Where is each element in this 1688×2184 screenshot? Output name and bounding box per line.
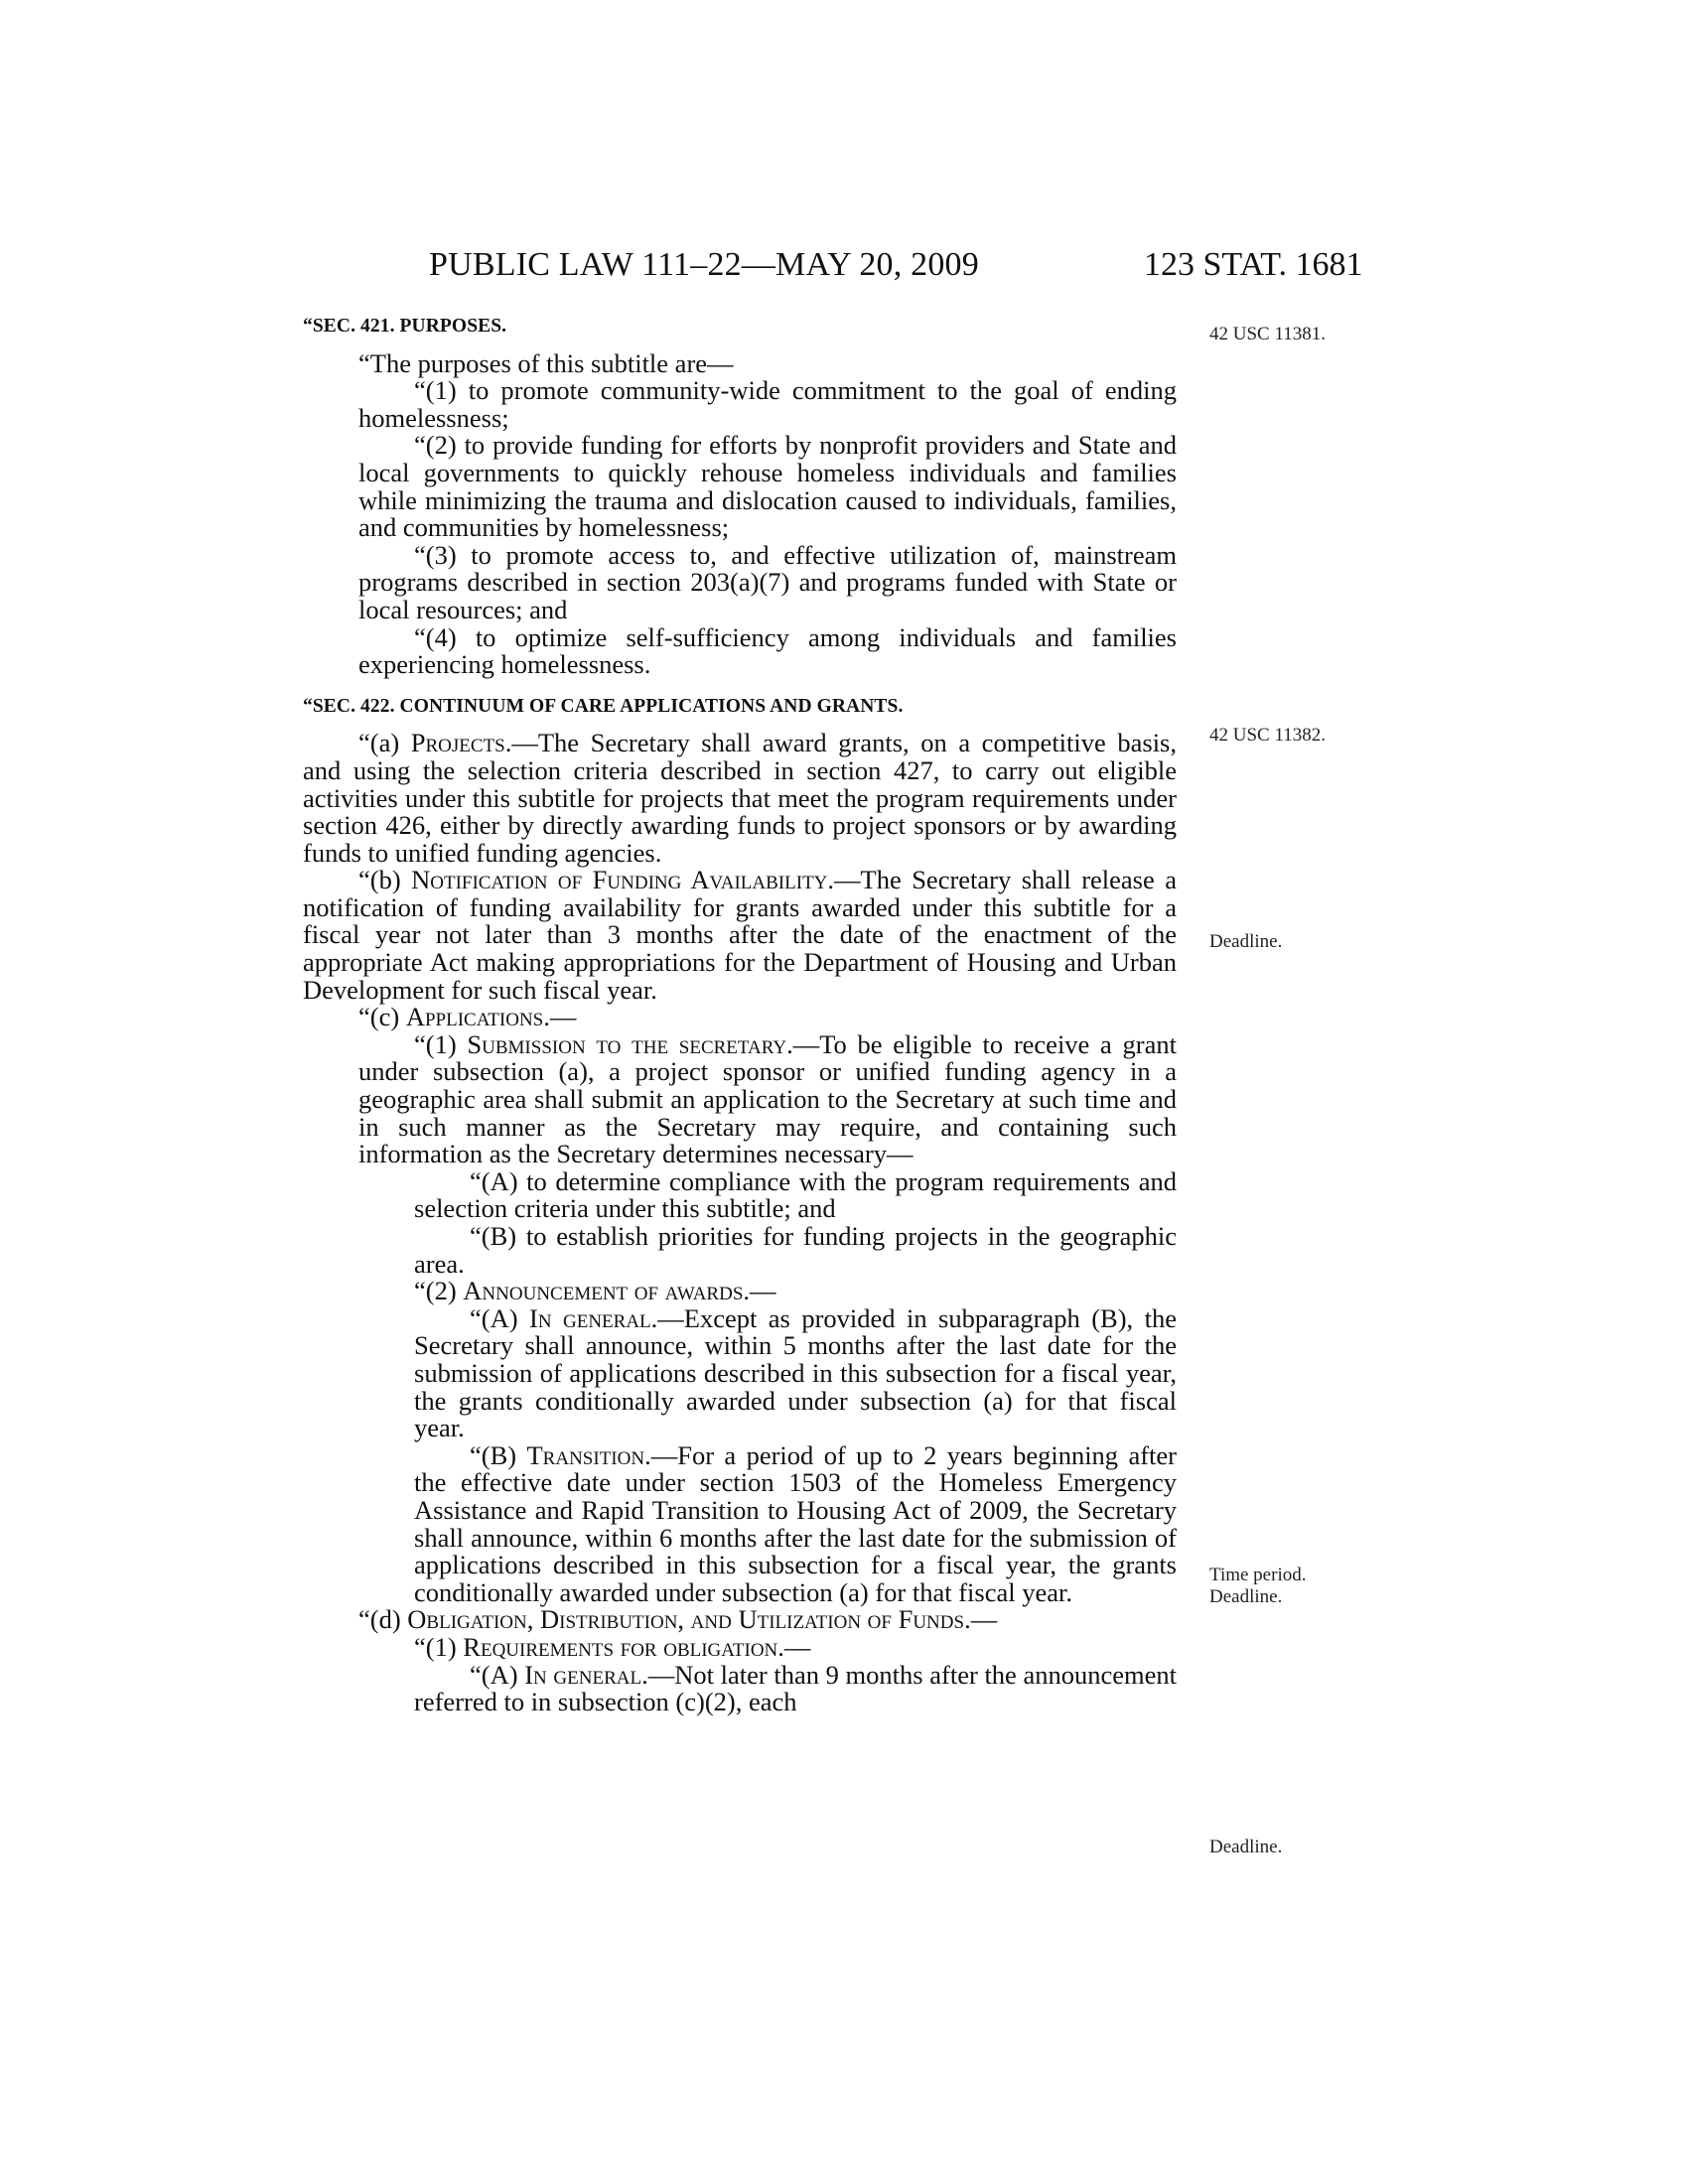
margin-note-usc-11382: 42 USC 11382.: [1209, 725, 1327, 746]
subparagraph-c2B: “(B) Transition.—For a period of up to 2 years beginning after the effective date under section 1503 of the Homeless Emergency Assistance and Rapid Transition to Housing Act of 2009, the Secretary shall announce, within 6 months after the last date for the submission of applications described in this subsection for a fiscal year, the grants conditionally awarded under subsection (a) for that fiscal year.: [414, 1439, 1177, 1607]
purpose-1: “(1) to promote community-wide commitment to the goal of ending homelessness;: [358, 375, 1177, 433]
purpose-4: “(4) to optimize self-sufficiency among individuals and families experiencing homelessness.: [358, 621, 1177, 680]
subparagraph-c1A: “(A) to determine compliance with the program requirements and selection criteria under this subtitle; and: [414, 1165, 1177, 1224]
subsection-b: “(b) Notification of Funding Availability.—The Secretary shall release a notification of funding availability for grants awarded under this subtitle for a fiscal year not later than 3 months after the date of the enactment of the appropriate Act making appropriations for the Department of Housing and Urban Development for such fiscal year.: [303, 865, 1177, 1005]
purpose-3: “(3) to promote access to, and effective utilization of, mainstream programs described in section 203(a)(7) and programs funded with State or local resources; and: [358, 539, 1177, 624]
subsection-c: “(c) Applications.—: [358, 1002, 577, 1032]
paragraph-c2: “(2) Announcement of awards.—: [414, 1276, 776, 1306]
running-header-title: PUBLIC LAW 111–22—MAY 20, 2009: [429, 246, 979, 283]
margin-note-deadline-3: Deadline.: [1209, 1837, 1283, 1857]
subparagraph-c1B: “(B) to establish priorities for funding projects in the geographic area.: [414, 1221, 1177, 1279]
running-header-page: 123 STAT. 1681: [1144, 246, 1363, 283]
subparagraph-c2A: “(A) In general.—Except as provided in subparagraph (B), the Secretary shall announce, within 5 months after the last date for the submission of applications described in this subsection for a fiscal year, the grants conditionally awarded under subsection (a) for that fiscal year.: [414, 1302, 1177, 1443]
margin-note-time-period: Time period.: [1209, 1565, 1307, 1585]
subsection-a: “(a) Projects.—The Secretary shall award grants, on a competitive basis, and using the selection criteria described in section 427, to carry out eligible activities under this subtitle for projects that meet the program requirements under section 426, either by directly awarding funds to project sponsors or by awarding funds to unified funding agencies.: [303, 728, 1177, 868]
subparagraph-d1A: “(A) In general.—Not later than 9 months after the announcement referred to in subsection (c)(2), each: [414, 1659, 1178, 1717]
section-421-intro: “The purposes of this subtitle are—: [358, 347, 734, 378]
purpose-2: “(2) to provide funding for efforts by nonprofit providers and State and local governments to quickly rehouse homeless individuals and families while minimizing the trauma and dislocation caused to individuals, families, and communities by homelessness;: [358, 430, 1177, 543]
margin-note-usc-11381: 42 USC 11381.: [1209, 324, 1327, 344]
paragraph-c1: “(1) Submission to the secretary.—To be eligible to receive a grant under subsection (a), a project sponsor or unified funding agency in a geographic area shall submit an application to the Secretary at such time and in such manner as the Secretary may require, and containing such information as the Secretary determines necessary—: [358, 1028, 1178, 1169]
margin-note-deadline-2: Deadline.: [1209, 1586, 1283, 1607]
paragraph-d1: “(1) Requirements for obligation.—: [414, 1631, 811, 1662]
section-422-heading: “SEC. 422. CONTINUUM OF CARE APPLICATIONS AND GRANTS.: [303, 695, 904, 717]
subsection-d: “(d) Obligation, Distribution, and Utilization of Funds.—: [358, 1604, 998, 1635]
section-421-heading: “SEC. 421. PURPOSES.: [303, 316, 507, 337]
margin-note-deadline-1: Deadline.: [1209, 931, 1283, 952]
statute-text: [303, 313, 1177, 1716]
